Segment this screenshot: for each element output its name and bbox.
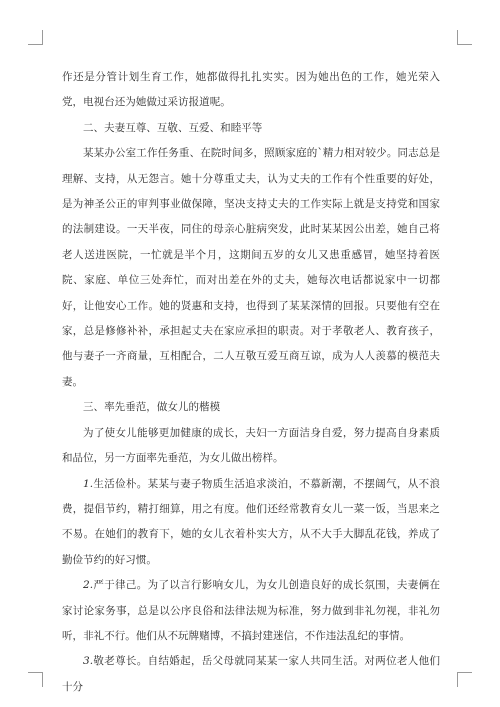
section-heading-three: 三、率先垂范，做女儿的楷模 — [83, 401, 221, 414]
list-item-thrift — [62, 472, 440, 574]
list-item-text: 敬老尊长。自结婚起，岳父母就同某某一家人共同生活。对两位老人他们十分 — [62, 655, 440, 693]
paragraph-continuation: 作还是分管计划生育工作，她都做得扎扎实实。因为她出色的工作，她光荣入党，电视台还为她做过采访报道呢。 — [62, 71, 440, 109]
crop-mark-bottom-right — [457, 672, 472, 687]
paragraph-mutual-support: 某某办公室工作任务重、在院时间多，照顾家庭的`精力相对较少。同志总是理解、支持，从无怨言。她十分尊重丈夫，认为丈夫的工作有个性重要的好处，是为神圣公正的审判事业做保障，坚决支持丈夫的工作实际上就是支持党和国家的法制建设。一天半夜，同住的母亲心脏病突发，此时某某因公出差，她自己将老人送进医院，一忙就是半个月，这期间五岁的女儿又患重感冒，她坚持着医院、家庭、单位三处奔忙，而对出差在外的丈夫，她每次电话都说家中一切都好，让他安心工作。她的贤惠和支持，也得到了某某深情的回报。只要他有空在家，总是修修补补，承担起丈夫在家应承担的职责。对于孝敬老人、教育孩子，他与妻子一齐商量，互相配合，二人互敬互爱互商互谅，成为人人羡慕的模范夫妻。 — [62, 147, 440, 388]
list-number: 1. — [83, 477, 94, 490]
list-number: 3. — [83, 655, 94, 668]
paragraph-role-model: 为了使女儿能够更加健康的成长，夫妇一方面洁身自爱，努力提高自身素质和品位，另一方面率先垂范，为女儿做出榜样。 — [62, 426, 440, 465]
list-item-respect-elders — [62, 649, 440, 700]
list-item-self-discipline — [62, 573, 440, 649]
list-number: 2. — [83, 579, 94, 592]
crop-mark-bottom-left — [28, 672, 43, 687]
list-item-text: 严于律己。为了以言行影响女儿，为女儿创造良好的成长氛围，夫妻俩在家讨论家务事，总是以公序良俗和法律法规为标准，努力做到非礼勿视，非礼勿听，非礼不行。他们从不玩牌赌博，不搞封建迷信，不作违法乱纪的事情。 — [62, 579, 440, 642]
crop-mark-top-left — [28, 30, 43, 45]
list-item-text: 生活俭朴。某某与妻子物质生活追求淡泊，不慕新潮，不摆阔气，从不浪费，提倡节约，精打细算，用之有度。他们还经常教育女儿一菜一饭，当思来之不易。在她们的教育下，她的女儿衣着朴实大方，从不大手大脚乱花钱，养成了勤俭节约的好习惯。 — [62, 477, 440, 566]
crop-mark-top-right — [457, 30, 472, 45]
section-heading-two: 二、夫妻互尊、互敬、互爱、和睦平等 — [83, 121, 263, 134]
document-body — [62, 65, 440, 700]
